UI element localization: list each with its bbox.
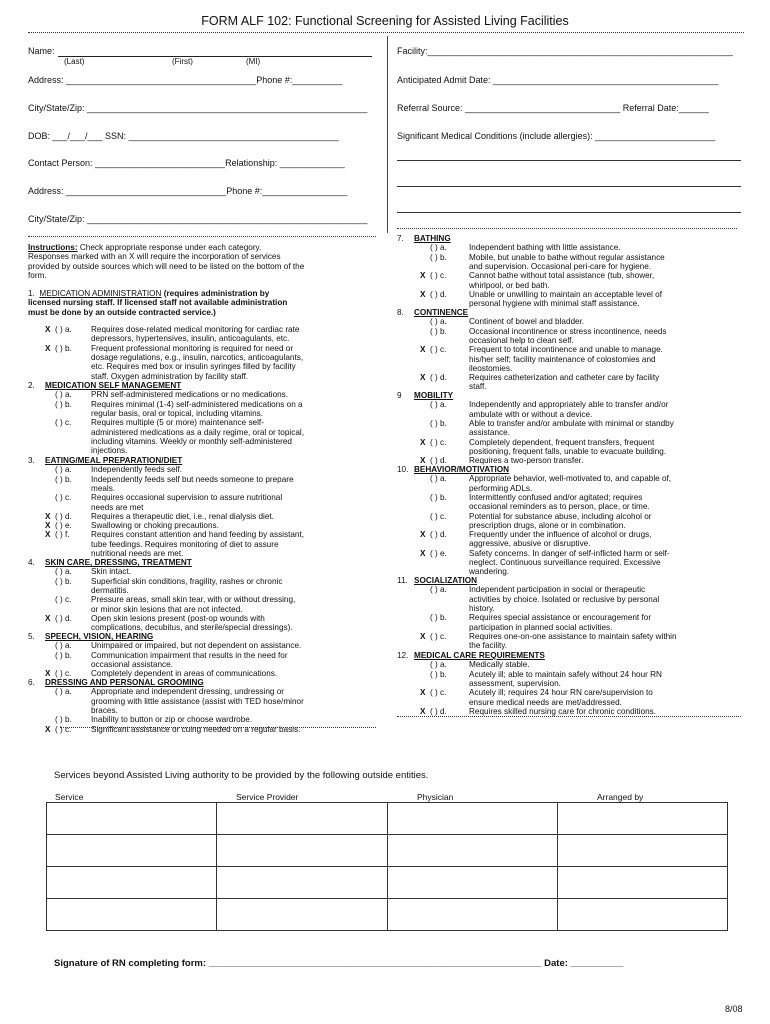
option-text: Requires catheterization and catheter care by facility	[469, 373, 660, 383]
checkmark-x: X	[45, 613, 51, 623]
services-heading: Services beyond Assisted Living authority to be provided by the following outside entities.	[54, 770, 429, 781]
checkmark-x: X	[420, 345, 426, 355]
checkmark-x: X	[420, 706, 426, 716]
instructions	[28, 243, 304, 280]
section-heading	[397, 234, 451, 243]
option-text: Independently and appropriately able to transfer and/or	[469, 400, 669, 410]
option-checkbox[interactable]: ( ) a.	[430, 243, 447, 253]
col-service: Service	[55, 792, 84, 802]
option-text: Occasional incontinence or stress incontinence, needs	[469, 326, 667, 336]
first-label: (First)	[172, 57, 193, 66]
name-field[interactable]	[58, 56, 372, 57]
option-text: PRN self-administered medications or no medications.	[91, 390, 289, 400]
table-cell[interactable]	[47, 867, 217, 899]
contact-city-field[interactable]: City/State/Zip: ________________________________________________________	[28, 214, 368, 224]
option-checkbox[interactable]: ( ) c.	[55, 493, 72, 503]
option-text: Requires a two-person transfer.	[469, 456, 584, 466]
option-text: grooming with little assistance (assist with TED hose/minor	[91, 696, 304, 706]
option-checkbox[interactable]: ( ) c.	[55, 724, 72, 734]
checkmark-x: X	[420, 437, 426, 447]
option-text: positioning, frequent falls, unable to evacuate building.	[469, 446, 667, 456]
option-text: occasional assistance.	[91, 659, 173, 669]
option-text: Medically stable.	[469, 660, 530, 670]
checkmark-x: X	[420, 456, 426, 466]
option-checkbox[interactable]: ( ) b.	[430, 252, 447, 262]
option-text: Swallowing or choking precautions.	[91, 521, 219, 531]
option-checkbox[interactable]: ( ) c.	[430, 437, 447, 447]
table-cell[interactable]	[557, 835, 727, 867]
option-text: performing ADLs.	[469, 483, 533, 493]
option-text: Requires one-on-one assistance to maintain safety within	[469, 631, 677, 641]
option-checkbox[interactable]: ( ) a.	[55, 325, 72, 334]
option-text: dermatitis.	[91, 585, 129, 595]
section-title: MEDICATION SELF MANAGEMENT	[45, 381, 182, 390]
section-number: 3.	[28, 456, 35, 465]
option-text: Independently feeds self.	[91, 465, 183, 475]
option-text: aggressive, abusive or disruptive.	[469, 539, 591, 549]
option-text: Acutely ill; requires 24 hour RN care/supervision to	[469, 688, 653, 698]
table-cell[interactable]	[217, 803, 387, 835]
section-title: SOCIALIZATION	[414, 576, 478, 585]
conditions-line[interactable]	[397, 212, 741, 213]
option-text: Skin intact.	[91, 567, 132, 577]
section-heading	[397, 391, 453, 400]
option-text: whirlpool, or bed bath.	[469, 280, 550, 290]
divider	[28, 236, 376, 237]
section-number: 10.	[397, 465, 409, 474]
facility-field[interactable]: Facility:_____________________________________________________________	[397, 46, 733, 56]
section-medication-administration	[28, 289, 287, 317]
checkmark-x: X	[45, 325, 51, 334]
table-cell[interactable]	[217, 835, 387, 867]
option-text: injections.	[91, 446, 128, 456]
option-checkbox[interactable]: ( ) c.	[430, 631, 447, 641]
option-text: Independent bathing with little assistance.	[469, 243, 621, 253]
option-text: occasional help to clean self.	[469, 335, 574, 345]
checkmark-x: X	[420, 688, 426, 698]
section-title: BATHING	[414, 234, 451, 243]
section-heading	[28, 456, 182, 465]
table-cell[interactable]	[387, 867, 557, 899]
option-checkbox[interactable]: ( ) b.	[55, 650, 72, 660]
option-checkbox[interactable]: ( ) a.	[430, 660, 447, 670]
name-label: Name:	[28, 46, 55, 56]
option-text: wandering.	[469, 567, 510, 577]
option-text: Open skin lesions present (post-op wounds with	[91, 613, 265, 623]
divider	[60, 727, 376, 728]
section-heading	[28, 381, 181, 390]
table-cell[interactable]	[47, 835, 217, 867]
table-cell[interactable]	[387, 835, 557, 867]
section-note: (requires administration by	[161, 289, 270, 298]
checkmark-x: X	[45, 511, 51, 521]
instructions-text: provided by outside sources which will need to be listed on the bottom of the	[28, 261, 305, 271]
address-field[interactable]: Address: ______________________________________Phone #:__________	[28, 75, 343, 85]
divider	[397, 716, 741, 717]
option-text: including vitamins. Weekly or monthly self-administered	[91, 436, 292, 446]
divider	[397, 228, 737, 229]
checkmark-x: X	[420, 631, 426, 641]
option-checkbox[interactable]: ( ) c.	[55, 595, 72, 605]
last-label: (Last)	[64, 57, 85, 66]
section-title: EATING/MEAL PREPARATION/DIET	[45, 456, 183, 465]
col-arranged-by: Arranged by	[597, 792, 644, 802]
table-cell[interactable]	[217, 867, 387, 899]
checkmark-x: X	[45, 343, 51, 353]
option-text: Inability to button or zip or choose wardrobe.	[91, 715, 253, 725]
option-checkbox[interactable]: ( ) f.	[55, 530, 70, 540]
form-title: FORM ALF 102: Functional Screening for Assisted Living Facilities	[201, 14, 569, 28]
section-title: DRESSING AND PERSONAL GROOMING	[45, 678, 204, 687]
section-heading: MEDICATION ADMINISTRATION	[39, 289, 162, 298]
option-text: Independently feeds self but needs someone to prepare	[91, 474, 294, 484]
checkmark-x: X	[420, 271, 426, 281]
divider	[28, 32, 744, 33]
section-title: SKIN CARE, DRESSING, TREATMENT	[45, 558, 192, 567]
city-field[interactable]: City/State/Zip: ________________________________________________________	[28, 103, 368, 113]
table-row	[47, 835, 728, 867]
option-checkbox[interactable]: ( ) e.	[430, 548, 447, 558]
conditions-line[interactable]	[397, 160, 741, 161]
table-cell[interactable]	[557, 867, 727, 899]
contact-field[interactable]: Contact Person: __________________________Relationship: _____________	[28, 158, 345, 168]
section-number: 1.	[28, 289, 35, 298]
checkmark-x: X	[45, 521, 51, 531]
signature-line[interactable]: Signature of RN completing form: _______________________________________________________________ Date: __________	[54, 958, 624, 969]
option-text: etc. Requires med box or insulin syringes filled by facility	[91, 362, 296, 372]
checkmark-x: X	[45, 724, 51, 734]
section-number: 11.	[397, 576, 408, 585]
instructions-text: form.	[28, 270, 47, 280]
table-cell[interactable]	[217, 899, 387, 931]
option-checkbox[interactable]: ( ) b.	[55, 343, 72, 353]
option-text: Requires a therapeutic diet, i.e., renal dialysis diet.	[91, 511, 274, 521]
section-heading	[397, 576, 477, 585]
option-text: ambulate with or without a device.	[469, 409, 593, 419]
option-checkbox[interactable]: ( ) c.	[430, 511, 447, 521]
option-text: and supervision. Occasional peri-care for hygiene.	[469, 261, 652, 271]
option-checkbox[interactable]: ( ) d.	[55, 511, 72, 521]
instructions-label: Instructions:	[28, 243, 78, 252]
table-row	[47, 899, 728, 931]
option-checkbox[interactable]: ( ) b.	[430, 669, 447, 679]
option-checkbox[interactable]: ( ) a.	[430, 585, 447, 595]
col-provider: Service Provider	[236, 792, 299, 802]
option-checkbox[interactable]: ( ) c.	[55, 418, 72, 428]
option-text: Requires dose-related medical monitoring for cardiac rate	[91, 325, 300, 334]
option-text: needs are met	[91, 502, 144, 512]
option-text: assistance.	[469, 428, 510, 438]
option-text: Frequent professional monitoring is required for need or	[91, 343, 294, 353]
option-checkbox[interactable]: ( ) c.	[430, 345, 447, 355]
section-heading	[28, 558, 192, 567]
col-physician: Physician	[417, 792, 454, 802]
option-text: Requires constant attention and hand feeding by assistant,	[91, 530, 305, 540]
option-checkbox[interactable]: ( ) b.	[430, 326, 447, 336]
option-text: regular basis, oral or topical, including vitamins.	[91, 408, 264, 418]
referral-field[interactable]: Referral Source: _______________________________ Referral Date:______	[397, 103, 709, 113]
checkmark-x: X	[45, 530, 51, 540]
option-text: neglect. Continuous surveillance required. Excessive	[469, 558, 661, 567]
table-row	[47, 867, 728, 899]
section-title: MEDICAL CARE REQUIREMENTS	[414, 651, 545, 660]
option-checkbox[interactable]: ( ) e.	[55, 521, 72, 531]
section-heading	[28, 678, 204, 687]
table-cell[interactable]	[387, 899, 557, 931]
option-text: Completely dependent in areas of communications.	[91, 669, 278, 679]
option-text: Independent participation in social or therapeutic	[469, 585, 646, 595]
option-text: nutritional needs are met.	[91, 549, 184, 558]
option-text: his/her self; facility maintenance of colostomies and	[469, 354, 656, 364]
option-checkbox[interactable]: ( ) a.	[55, 567, 72, 577]
table-cell[interactable]	[557, 899, 727, 931]
table-cell[interactable]	[47, 803, 217, 835]
option-checkbox[interactable]: ( ) d.	[430, 706, 447, 716]
instructions-text: Responses marked with an X will require the incorporation of services	[28, 252, 281, 262]
option-text: depressors, hypertensives, insulin, anticoagulants, etc.	[91, 334, 290, 344]
instructions-text: Check appropriate response under each category.	[77, 243, 262, 252]
option-text: history.	[469, 603, 495, 613]
section-heading	[28, 632, 153, 641]
option-checkbox[interactable]: ( ) a.	[430, 400, 447, 410]
option-text: administered medications as a daily regime, oral or topical,	[91, 427, 304, 437]
dob-ssn-field[interactable]: DOB: ___/___/___ SSN: __________________________________________	[28, 131, 339, 141]
table-cell[interactable]	[47, 899, 217, 931]
option-text: Appropriate behavior, well-motivated to, and capable of,	[469, 474, 672, 484]
section-number: 4.	[28, 558, 35, 567]
option-text: Safety concerns. In danger of self-inflicted harm or self-	[469, 548, 670, 558]
mi-label: (MI)	[246, 57, 261, 66]
table-cell[interactable]	[557, 803, 727, 835]
section-title: SPEECH, VISION, HEARING	[45, 632, 154, 641]
option-checkbox[interactable]: ( ) a.	[430, 317, 447, 327]
option-checkbox[interactable]: ( ) b.	[55, 474, 72, 484]
option-checkbox[interactable]: ( ) d.	[430, 289, 447, 299]
section-note: licensed nursing staff. If licensed staff not available administration	[28, 298, 288, 308]
option-text: staff.	[469, 382, 487, 392]
option-text: Communication impairment that results in the need for	[91, 650, 288, 660]
option-text: Frequently under the influence of alcohol or drugs,	[469, 530, 652, 540]
section-title: MOBILITY	[414, 391, 454, 400]
option-text: Continent of bowel and bladder.	[469, 317, 585, 327]
option-checkbox[interactable]: ( ) a.	[55, 465, 72, 475]
section-heading	[397, 308, 468, 317]
option-text: Requires occasional supervision to assure nutritional	[91, 493, 283, 503]
section-number: 7.	[397, 234, 404, 243]
option-text: Requires minimal (1-4) self-administered medications on a	[91, 399, 303, 409]
option-text: staff. Oxygen administration by facility staff.	[91, 371, 249, 381]
option-text: dosage regulations, e.g., insulin, narcotics, anticoagulants,	[91, 352, 304, 362]
column-divider	[387, 36, 388, 233]
option-checkbox[interactable]: ( ) a.	[55, 687, 72, 697]
option-text: occasional reminders as to person, place, or time.	[469, 502, 650, 512]
option-text: Frequent to total incontinence and unable to manage.	[469, 345, 663, 355]
option-text: Acutely ill; able to maintain safely without 24 hour RN	[469, 669, 662, 679]
checkmark-x: X	[420, 373, 426, 383]
option-text: Appropriate and independent dressing, undressing or	[91, 687, 284, 697]
option-checkbox[interactable]: ( ) c.	[430, 271, 447, 281]
section-number: 9	[397, 391, 402, 400]
option-text: Cannot bathe without total assistance (tub, shower,	[469, 271, 655, 281]
option-text: meals.	[91, 483, 116, 493]
option-text: Intermittently confused and/or agitated; requires	[469, 492, 643, 502]
option-checkbox[interactable]: ( ) b.	[55, 715, 72, 725]
option-text: Requires special assistance or encouragement for	[469, 613, 652, 623]
option-checkbox[interactable]: ( ) a.	[55, 390, 72, 400]
option-text: Potential for substance abuse, including alcohol or	[469, 511, 652, 521]
option-checkbox[interactable]: ( ) a.	[55, 641, 72, 651]
section-heading	[397, 651, 545, 660]
option-checkbox[interactable]: ( ) b.	[430, 418, 447, 428]
option-text: activities by choice. Isolated or reclusive by personal	[469, 594, 660, 604]
contact-address-field[interactable]: Address: ________________________________Phone #:_________________	[28, 186, 348, 196]
option-text: Requires skilled nursing care for chronic conditions.	[469, 706, 657, 716]
option-text: Significant assistance or cuing needed on a regular basis.	[91, 724, 301, 734]
admit-date-field[interactable]: Anticipated Admit Date: _____________________________________________	[397, 75, 719, 85]
section-number: 8.	[397, 308, 404, 317]
option-checkbox[interactable]: ( ) d.	[430, 530, 447, 540]
option-checkbox[interactable]: ( ) d.	[55, 613, 72, 623]
checkmark-x: X	[45, 669, 51, 679]
option-text: tube feedings. Requires monitoring of diet to assure	[91, 539, 279, 549]
section-heading	[397, 465, 509, 474]
section-title: CONTINENCE	[414, 308, 469, 317]
checkmark-x: X	[420, 289, 426, 299]
option-text: ileostomies.	[469, 363, 513, 373]
option-checkbox[interactable]: ( ) a.	[430, 474, 447, 484]
option-text: Superficial skin conditions, fragility, rashes or chronic	[91, 576, 283, 586]
form-version: 8/08	[725, 1004, 743, 1014]
option-text: the facility.	[469, 641, 508, 651]
option-text: assessment, supervision.	[469, 678, 561, 688]
table-row	[47, 803, 728, 835]
section-number: 12.	[397, 651, 409, 660]
conditions-field[interactable]: Significant Medical Conditions (include allergies): ________________________	[397, 131, 716, 141]
option-checkbox[interactable]: ( ) d.	[430, 456, 447, 466]
option-text: personal hygiene with minimal staff assistance.	[469, 299, 640, 309]
option-text: Able to transfer and/or ambulate with minimal or standby	[469, 418, 674, 428]
option-text: Pressure areas, small skin tear, with or without dressing,	[91, 595, 296, 605]
table-cell[interactable]	[387, 803, 557, 835]
option-text: Completely dependent, frequent transfers, frequent	[469, 437, 655, 447]
option-text: Unimpaired or impaired, but not dependent on assistance.	[91, 641, 302, 651]
option-checkbox[interactable]: ( ) b.	[55, 576, 72, 586]
option-text: participation in planned social activities.	[469, 622, 613, 632]
option-checkbox[interactable]: ( ) b.	[55, 399, 72, 409]
option-text: braces.	[91, 705, 118, 715]
section-number: 5.	[28, 632, 35, 641]
option-text: or minor skin lesions that are not infected.	[91, 604, 243, 614]
option-checkbox[interactable]: ( ) c.	[55, 669, 72, 679]
checkmark-x: X	[420, 548, 426, 558]
section-note: must be done by an outside contracted service.)	[28, 307, 216, 317]
section-number: 6.	[28, 678, 35, 687]
option-text: ensure medical needs are met/addressed.	[469, 697, 622, 707]
services-table	[46, 802, 728, 931]
option-checkbox[interactable]: ( ) d.	[430, 373, 447, 383]
option-checkbox[interactable]: ( ) b.	[430, 492, 447, 502]
option-text: Unable or unwilling to maintain an acceptable level of	[469, 289, 662, 299]
option-text: Mobile, but unable to bathe without regular assistance	[469, 252, 665, 262]
section-number: 2.	[28, 381, 35, 390]
option-text: complications, decubitus, and sterile/special dressings).	[91, 623, 293, 633]
checkmark-x: X	[420, 530, 426, 540]
option-text: prescription drugs, alone or in combination.	[469, 520, 626, 530]
conditions-line[interactable]	[397, 186, 741, 187]
section-title: BEHAVIOR/MOTIVATION	[414, 465, 510, 474]
option-text: Requires multiple (5 or more) maintenance self-	[91, 418, 264, 428]
option-checkbox[interactable]: ( ) b.	[430, 613, 447, 623]
option-checkbox[interactable]: ( ) c.	[430, 688, 447, 698]
